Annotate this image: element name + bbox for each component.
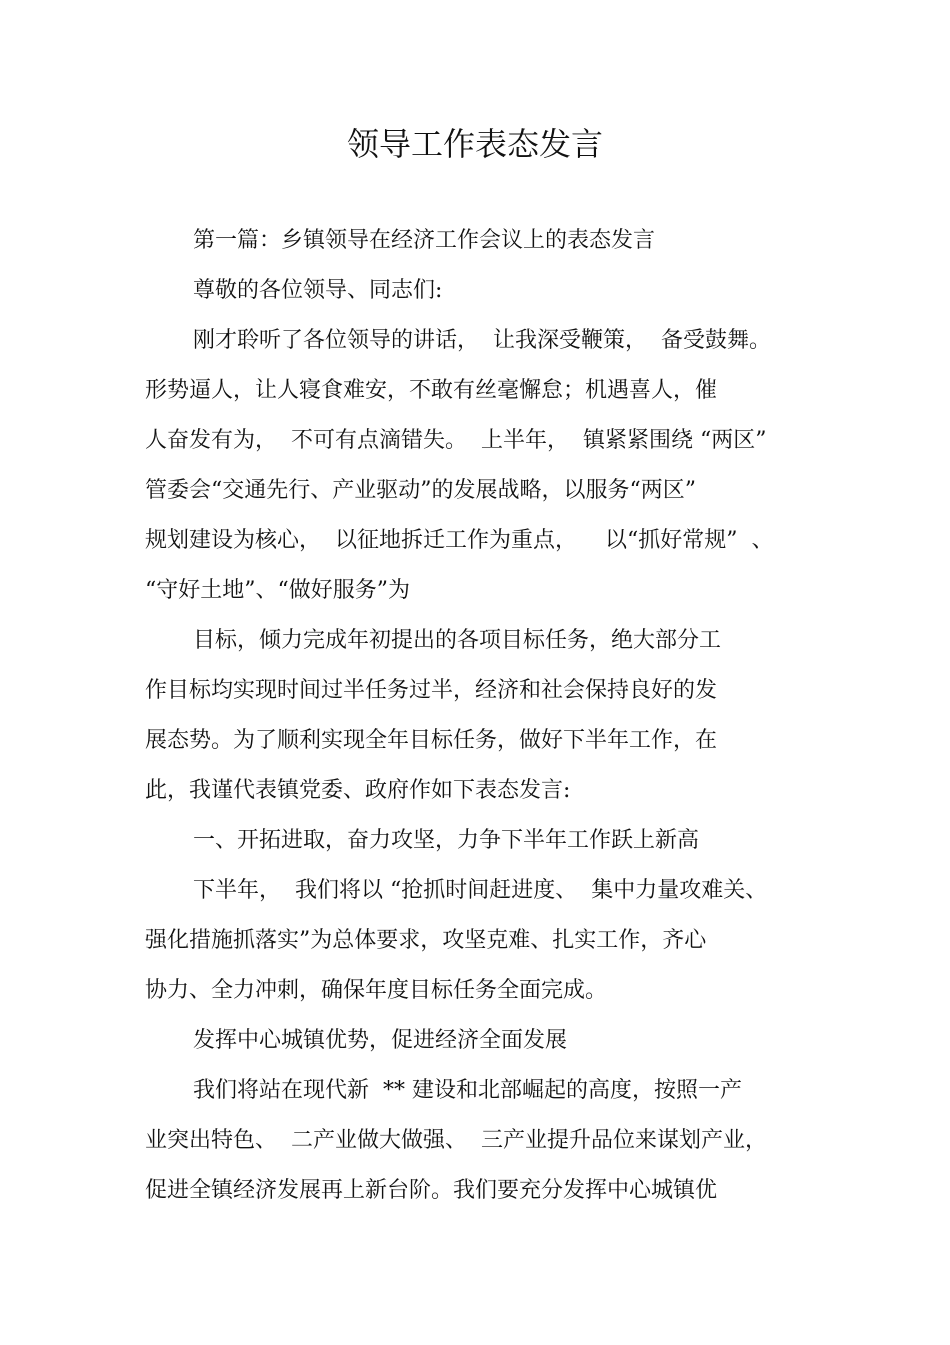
paragraph-line: 规划建设为核心， 以征地拆迁工作为重点， 以“抓好常规” 、 [145,528,774,553]
paragraph-line: 管委会“交通先行、产业驱动”的发展战略，以服务“两区” [145,478,696,503]
paragraph-line: 业突出特色、 二产业做大做强、 三产业提升品位来谋划产业， [145,1128,767,1153]
paragraph-line: 此，我谨代表镇党委、政府作如下表态发言: [145,778,571,803]
paragraph-line: 下半年， 我们将以 “抢抓时间赶进度、 集中力量攻难关、 [193,878,768,903]
paragraph-line: 尊敬的各位领导、同志们: [193,278,443,303]
subsection-heading: 发挥中心城镇优势，促进经济全面发展 [193,1028,568,1053]
paragraph-line: 第一篇：乡镇领导在经济工作会议上的表态发言 [193,228,656,253]
paragraph-line: 作目标均实现时间过半任务过半，经济和社会保持良好的发 [145,678,718,703]
paragraph-line: 促进全镇经济发展再上新台阶。我们要充分发挥中心城镇优 [145,1178,718,1203]
paragraph-line: 展态势。为了顺利实现全年目标任务，做好下半年工作，在 [145,728,718,753]
section-heading: 一、开拓进取，奋力攻坚，力争下半年工作跃上新高 [193,828,700,853]
paragraph-line: 刚才聆听了各位领导的讲话， 让我深受鞭策， 备受鼓舞。 [193,328,771,353]
paragraph-line: 我们将站在现代新 ** 建设和北部崛起的高度，按照一产 [193,1078,742,1103]
paragraph-line: 协力、全力冲刺，确保年度目标任务全面完成。 [145,978,608,1003]
paragraph-line: 形势逼人，让人寝食难安，不敢有丝毫懈怠；机遇喜人，催 [145,378,718,403]
paragraph-line: 目标，倾力完成年初提出的各项目标任务，绝大部分工 [193,628,722,653]
document-title: 领导工作表态发言 [346,125,603,163]
paragraph-line: “守好土地”、“做好服务”为 [145,578,410,603]
paragraph-line: 人奋发有为， 不可有点滴错失。 上半年， 镇紧紧围绕 “两区” [145,428,767,453]
paragraph-line: 强化措施抓落实”为总体要求，攻坚克难、扎实工作，齐心 [145,928,707,953]
